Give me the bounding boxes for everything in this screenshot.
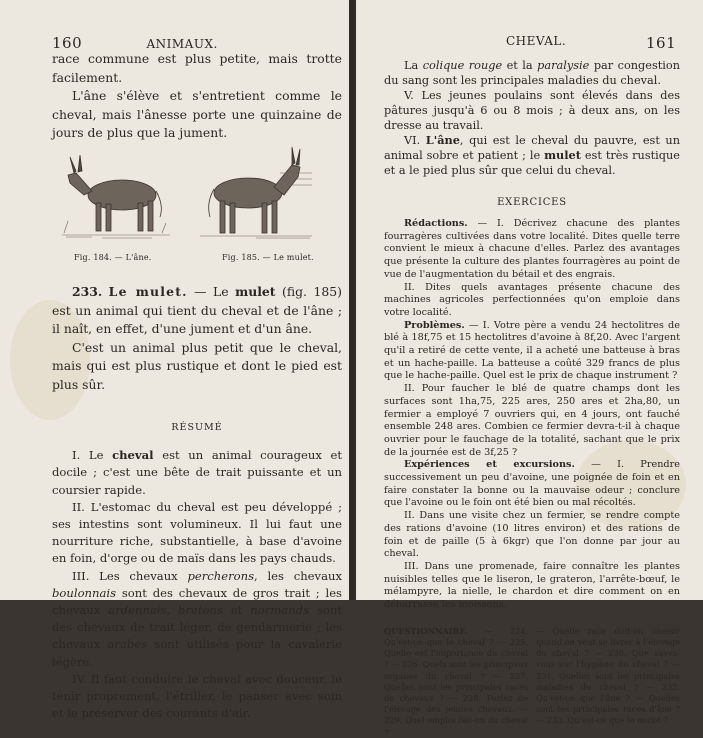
text-span: , (166, 602, 179, 617)
text-span: — I. Décrivez chacune des plantes fourragères cultivées dans votre localité. Dites quelle terre convient le mieux à chacune d'elles. Parlez des avantages que présente la culture des plantes fourragères au point de vue de l'augmentation du bétail et des engrais. (384, 218, 680, 280)
exercise: III. Dans une promenade, faire connaître les plantes nuisibles telles que le liseron, le grateron, l'arrête-bœuf, le mélampyre, la nielle, le chardon et dire comment on en débarrasse les moissons. (384, 560, 680, 611)
text-span: VI. (404, 134, 426, 147)
italic-term: colique rouge (422, 59, 503, 72)
text-span: , les chevaux (254, 568, 342, 583)
right-running-head: CHEVAL. (506, 34, 567, 48)
text-span: I. Le (72, 448, 113, 463)
exercise-label: Rédactions. (404, 218, 468, 229)
text-span: La (404, 59, 423, 72)
bold-term: mulet (544, 148, 581, 162)
text-span: — I. Prendre successivement un peu d'avoine, une poignée de foin et en faire constater la bonne ou la mauvaise odeur ; conclure que l'avoine ou le foin ont été bien ou mal récoltés. (384, 459, 680, 509)
resume-title: RÉSUMÉ (171, 421, 223, 433)
questionnaire (384, 626, 680, 738)
exercise (384, 320, 680, 384)
bold-term: cheval (112, 448, 154, 463)
exercise (384, 459, 680, 510)
italic-term: bretons (178, 602, 223, 617)
section-text: (fig. 185) est un animal qui tient du cheval et de l'âne ; il naît, en effet, d'une jument et d'un âne. (52, 283, 342, 337)
italic-term: paralysie (537, 59, 590, 72)
text-span: sont des chevaux de gros trait ; les chevaux (52, 585, 342, 617)
text-span: III. Les chevaux (72, 568, 188, 583)
questionnaire-col-2: — Quelle race doit-on choisir quand on veut se livrer à l'élevage du cheval ? — 230. Que savez-vous sur l'hygiène du cheval ? — 231. Quelles sont les principales maladies du cheval ? — 232. Qu'est-ce que l'âne ? — Quelles sont les principales races d'âne ? — 233. Qu'est-ce que le mulet ? (536, 625, 680, 726)
donkey-illustration (62, 151, 170, 243)
left-page-number: 160 (52, 34, 83, 52)
left-running-head: ANIMAUX. (146, 37, 218, 51)
section-number: 233. (72, 283, 103, 299)
paragraph: race commune est plus petite, mais trotte facilement. (52, 51, 342, 85)
text-span: sont des chevaux de trait léger, de gendarmerie ; les chevaux (52, 602, 342, 652)
exercise: II. Dites quels avantages présente chacune des machines agricoles perfectionnées qu'on emploie dans votre localité. (384, 281, 680, 318)
paragraph (384, 58, 680, 88)
questionnaire-label: QUESTIONNAIRE. (384, 625, 469, 636)
text-span: sont utilisés pour la cavalerie légère. (52, 637, 342, 669)
text-span: — 224. Qu'est-ce que le cheval ? — 225. Quelle est l'importance du cheval ? — 226. Quels sont les principaux organes du cheval ? — 227. Quelles sont les principales races de chevaux ? — 228. Parlez de l'élevage des jeunes chevaux. — 229. Quel emploi fait-on du cheval ? (384, 625, 528, 737)
mule-illustration (200, 143, 312, 243)
text-span: et la (502, 59, 538, 72)
exercise (384, 218, 680, 282)
paragraph: L'âne s'élève et s'entretient comme le cheval, mais l'ânesse porte une quinzaine de jours de plus que la jument. (52, 88, 342, 141)
resume-item: II. L'estomac du cheval est peu développé ; ses intestins sont volumineux. Il lui faut une nourriture riche, substantielle, à base d'avoine en foin, d'orge ou de maïs dans les pays chauds. (52, 499, 342, 566)
text-span: — I. Votre père a vendu 24 hectolitres de blé à 18f,75 et 15 hectolitres d'avoine à 8f,20. Avec l'argent qu'il a retiré de cette vente, il a acheté une batteuse à bras et un hache-paille. La batteuse a coûté 329 francs de plus que le hache-paille. Quel est le prix de chaque instrument ? (384, 319, 680, 382)
left-page (0, 0, 349, 721)
section-233 (52, 283, 342, 339)
right-page-number: 161 (646, 34, 677, 52)
right-page (356, 0, 703, 737)
fig184-caption: Fig. 184. — L'âne. (74, 252, 152, 262)
text-span: et (222, 602, 251, 617)
italic-term: boulonnais (52, 585, 117, 600)
exercise-label: Problèmes. (404, 319, 465, 331)
italic-term: ardennais (108, 602, 167, 617)
bold-term: L'âne (425, 133, 460, 147)
text-span: , qui est le cheval du pauvre, est un animal sobre et patient ; le (384, 134, 680, 162)
resume-item (52, 447, 342, 499)
book-gutter (349, 0, 356, 600)
italic-term: normands (250, 602, 310, 617)
figure-pair (52, 143, 342, 275)
paragraph: V. Les jeunes poulains sont élevés dans des pâtures jusqu'à 6 ou 8 mois ; à deux ans, on les dresse au travail. (384, 89, 680, 132)
section-bold: mulet (235, 283, 276, 299)
exercise-label: Expériences et excursions. (404, 459, 575, 471)
exercise: II. Pour faucher le blé de quatre champs dont les surfaces sont 1ha,75, 225 ares, 250 ares et 2ha,80, un fermier a employé 7 ouvriers qui, en 4 jours, ont fauché ensemble 248 ares. Combien ce fermier devra-t-il à chaque ouvrier pour le fauchage de la totalité, sachant que le prix de la journée est de 3f,25 ? (384, 383, 680, 458)
exercices-title: EXERCICES (497, 197, 567, 208)
text-span: par congestion du sang sont les principales maladies du cheval. (384, 59, 680, 87)
fig185-caption: Fig. 185. — Le mulet. (222, 252, 314, 262)
right-page-body (384, 58, 680, 738)
italic-term: arabes (107, 637, 148, 652)
resume-item: IV. Il faut conduire le cheval avec douceur, le tenir proprement, l'étriller, le panser avec soin et le préserver des courants d'air. (52, 671, 342, 721)
exercise: II. Dans une visite chez un fermier, se rendre compte des rations d'avoine (10 litres environ) et des rations de foin et de paille (5 à 6kgr) que l'on donne par jour au cheval. (384, 510, 680, 560)
resume-block (52, 447, 342, 722)
questionnaire-col-1 (384, 626, 528, 738)
paragraph: C'est un animal plus petit que le cheval, mais qui est plus rustique et dont le pied est plus sûr. (52, 339, 342, 392)
section-title: Le mulet. (108, 283, 188, 299)
left-page-body (52, 50, 342, 722)
text-span: est un animal courageux et docile ; c'est une bête de trait puissante et un coursier rapide. (52, 448, 342, 497)
section-dash: — Le (194, 283, 229, 299)
italic-term: percherons (187, 568, 255, 583)
resume-item (52, 568, 342, 671)
exercices-block (384, 218, 680, 612)
paragraph (384, 133, 680, 178)
text-span: est très rustique et a le pied plus sûr que celui du cheval. (384, 149, 680, 177)
